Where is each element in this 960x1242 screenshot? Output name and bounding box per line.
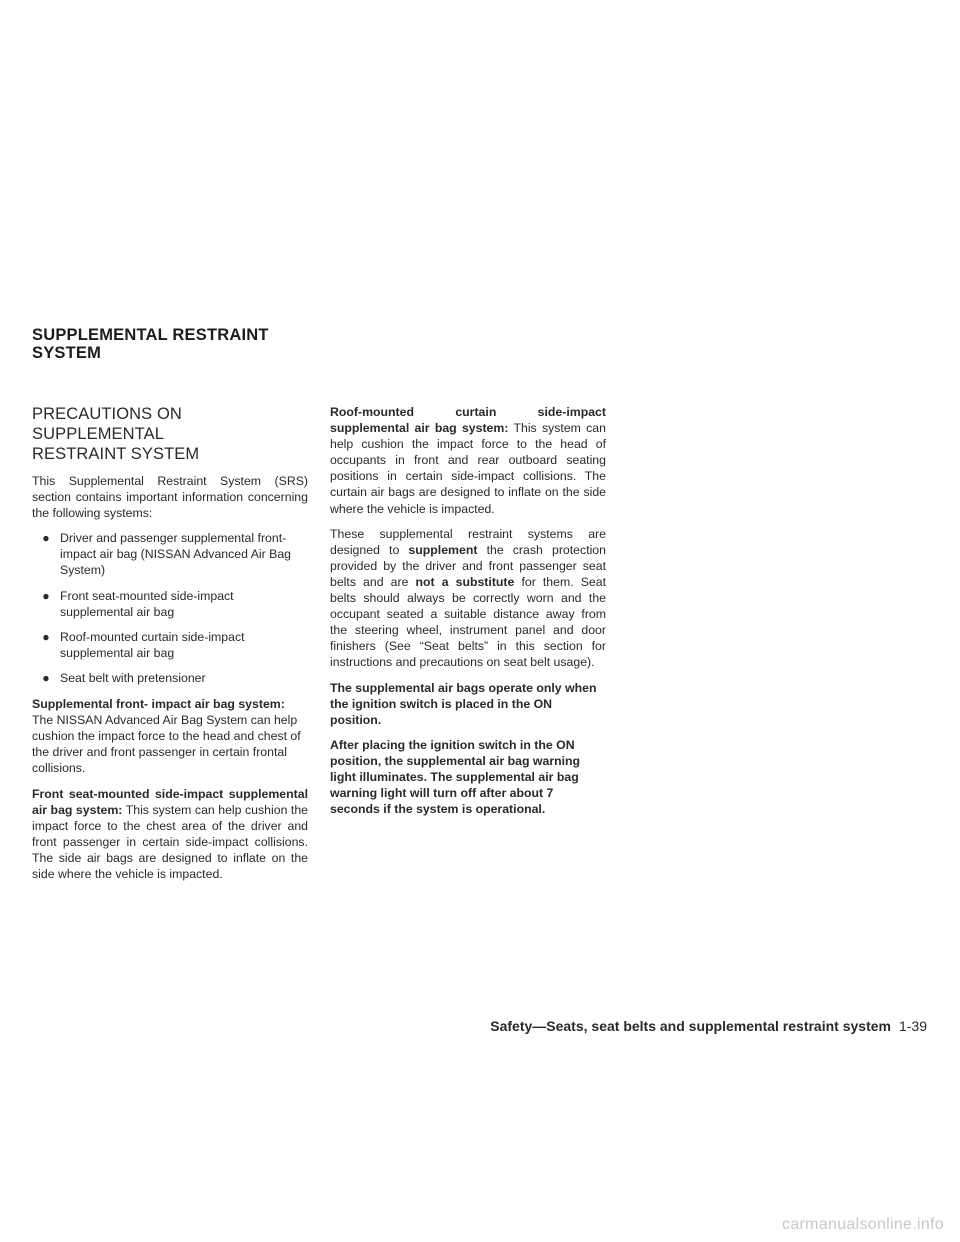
side-airbag-label: Front seat-mounted side-impact supplemental air bag system: — [32, 786, 308, 817]
bullet-icon: ● — [42, 670, 50, 685]
page-number: 1-39 — [898, 1018, 927, 1034]
supplement-paragraph — [330, 526, 606, 671]
front-airbag-label: Supplemental front- impact air bag system: — [32, 697, 285, 712]
subheading: PRECAUTIONS ON SUPPLEMENTAL RESTRAINT SYSTEM — [32, 405, 200, 463]
supplement-bold-2: not a substitute — [415, 574, 515, 589]
list-item-text: Roof-mounted curtain side-impact supplemental air bag — [60, 629, 245, 660]
side-airbag-paragraph — [32, 786, 308, 883]
supplement-bold-1: supplement — [408, 542, 478, 557]
warning-paragraph-1: The supplemental air bags operate only when the ignition switch is placed in the ON position. — [330, 680, 597, 727]
curtain-airbag-label: Roof-mounted curtain side-impact supplemental air bag system: — [330, 405, 606, 436]
list-item — [32, 670, 308, 686]
intro-paragraph: This Supplemental Restraint System (SRS) section contains important information concerning the following systems: — [32, 474, 308, 521]
curtain-airbag-text: This system can help cushion the impact force to the head of occupants in front and rear outboard seating positions in certain side-impact collisions. The curtain air bags are designed to inflate on the side where the vehicle is impacted. — [330, 421, 606, 516]
right-column — [330, 404, 606, 826]
bullet-icon: ● — [42, 588, 50, 603]
list-item-text: Seat belt with pretensioner — [60, 670, 206, 685]
chapter-title: Safety—Seats, seat belts and supplemental restraint system — [490, 1018, 891, 1034]
curtain-airbag-paragraph — [330, 404, 606, 517]
bullet-icon: ● — [42, 629, 50, 644]
front-airbag-paragraph — [32, 696, 308, 776]
left-column — [32, 404, 308, 891]
page-footer — [490, 1017, 927, 1035]
systems-list — [32, 530, 308, 686]
list-item — [32, 588, 308, 620]
supplement-text-3: for them. Seat belts should always be correctly worn and the occupant seated a suitable distance away from the steering wheel, instrument panel and door finishers (See “Seat belts” in this section for instructions and precautions on seat belt usage). — [330, 574, 607, 670]
side-airbag-text: This system can help cushion the impact force to the chest area of the driver and front passenger in certain side-impact collisions. The side air bags are designed to inflate on the side where the vehicle is impacted. — [32, 802, 309, 881]
bullet-icon: ● — [42, 531, 50, 546]
warning-paragraph-2: After placing the ignition switch in the ON position, the supplemental air bag warning light illuminates. The supplemental air bag warning light will turn off after about 7 seconds if the system is operational. — [330, 737, 581, 817]
list-item — [32, 629, 308, 661]
supplement-text-2: the crash protection provided by the driver and front passenger seat belts and are — [330, 542, 606, 589]
supplement-text-1: These supplemental restraint systems are designed to — [330, 526, 606, 557]
watermark: carmanualsonline.info — [782, 1216, 944, 1233]
list-item-text: Driver and passenger supplemental front-impact air bag (NISSAN Advanced Air Bag System) — [60, 531, 292, 578]
list-item-text: Front seat-mounted side-impact supplemental air bag — [60, 588, 234, 619]
front-airbag-text: The NISSAN Advanced Air Bag System can help cushion the impact force to the head and chest of the driver and front passenger in certain frontal collisions. — [32, 713, 301, 776]
section-title: SUPPLEMENTAL RESTRAINT SYSTEM — [32, 326, 269, 362]
list-item — [32, 530, 308, 578]
